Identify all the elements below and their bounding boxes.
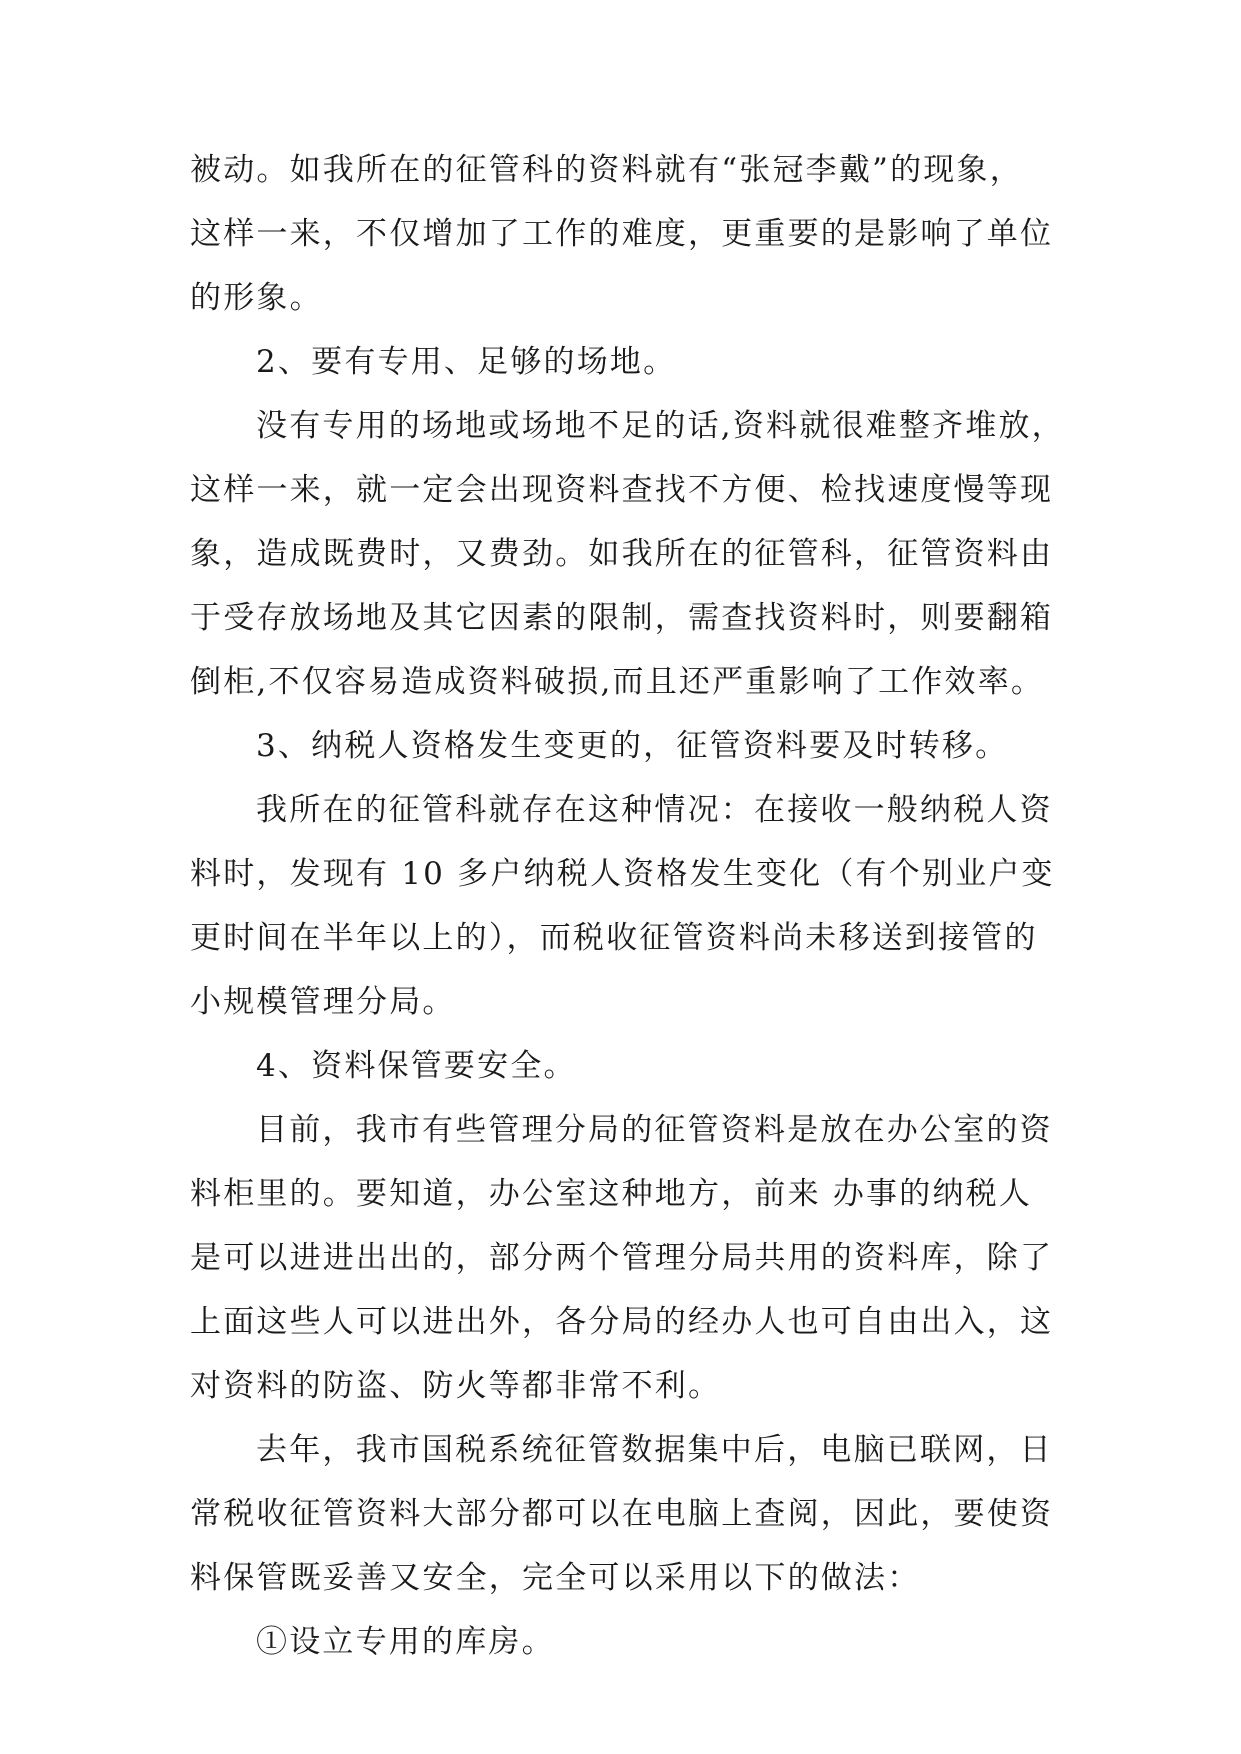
text-line: 小规模管理分局。	[190, 984, 456, 1020]
text-line: 对资料的防盗、防火等都非常不利。	[190, 1368, 722, 1404]
section-heading: 2、要有专用、足够的场地。	[256, 344, 677, 380]
text-line: 于受存放场地及其它因素的限制，需查找资料时，则要翻箱	[190, 600, 1054, 636]
text-line: 我所在的征管科就存在这种情况：在接收一般纳税人资	[256, 792, 1053, 828]
text-line: 料柜里的。要知道，办公室这种地方，前来 办事的纳税人	[190, 1176, 1033, 1212]
text-line: 被动。如我所在的征管科的资料就有“张冠李戴”的现象，	[190, 152, 1023, 188]
section-heading: 4、资料保管要安全。	[256, 1048, 577, 1084]
text-line: 这样一来，不仅增加了工作的难度，更重要的是影响了单位	[190, 216, 1054, 252]
text-line: 倒柜,不仅容易造成资料破损,而且还严重影响了工作效率。	[190, 664, 1045, 700]
text-line: 这样一来，就一定会出现资料查找不方便、检找速度慢等现	[190, 472, 1054, 508]
text-line: 去年，我市国税系统征管数据集中后，电脑已联网，日	[256, 1432, 1053, 1468]
text-line: 象，造成既费时，又费劲。如我所在的征管科，征管资料由	[190, 536, 1054, 572]
text-line: 料保管既妥善又安全，完全可以采用以下的做法：	[190, 1560, 921, 1596]
text-line: 料时，发现有 10 多户纳税人资格发生变化（有个别业户变	[190, 856, 1055, 892]
text-line: 是可以进进出出的，部分两个管理分局共用的资料库，除了	[190, 1240, 1054, 1276]
list-item: ①设立专用的库房。	[256, 1624, 555, 1660]
text-line: 更时间在半年以上的），而税收征管资料尚未移送到接管的	[190, 920, 1038, 956]
text-line: 的形象。	[190, 280, 323, 316]
text-line: 没有专用的场地或场地不足的话,资料就很难整齐堆放，	[256, 408, 1065, 444]
section-heading: 3、纳税人资格发生变更的，征管资料要及时转移。	[256, 728, 1009, 764]
text-line: 常税收征管资料大部分都可以在电脑上查阅，因此，要使资	[190, 1496, 1054, 1532]
text-line: 上面这些人可以进出外，各分局的经办人也可自由出入，这	[190, 1304, 1054, 1340]
text-line: 目前，我市有些管理分局的征管资料是放在办公室的资	[256, 1112, 1053, 1148]
